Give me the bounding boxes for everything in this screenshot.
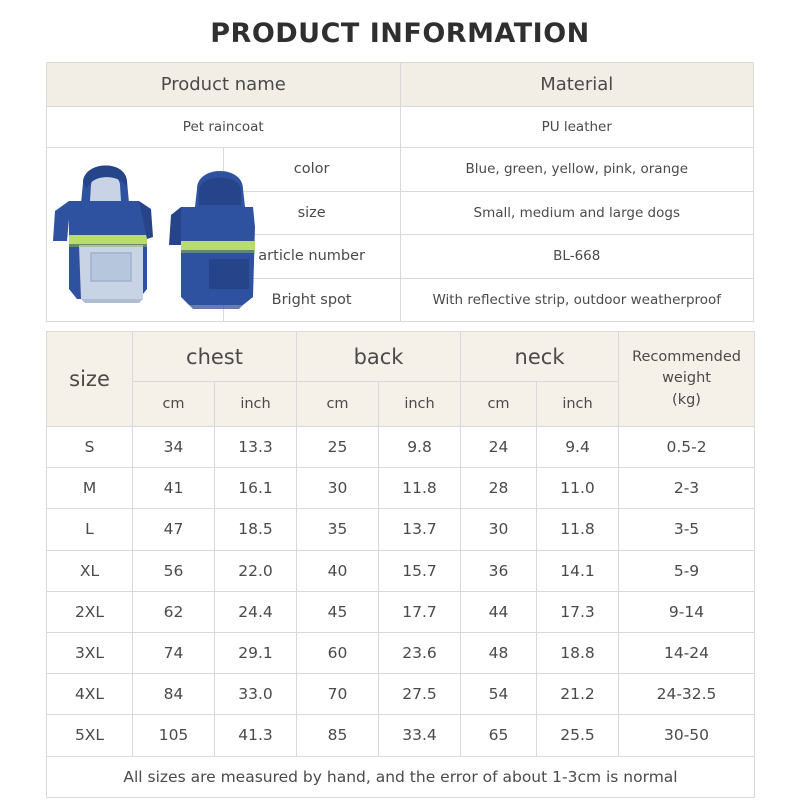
- row-size: 5XL: [47, 715, 133, 756]
- cell-back-inch: 11.8: [379, 468, 461, 509]
- table-row: [47, 674, 755, 715]
- row-size: XL: [47, 550, 133, 591]
- cell-back-cm: 35: [297, 509, 379, 550]
- unit-header-chest-inch: inch: [215, 382, 297, 427]
- group-header-chest: chest: [133, 332, 297, 382]
- table-row: [47, 107, 754, 148]
- cell-neck-cm: 54: [461, 674, 537, 715]
- cell-neck-inch: 21.2: [537, 674, 619, 715]
- cell-neck-inch: 9.4: [537, 427, 619, 468]
- row-size: S: [47, 427, 133, 468]
- cell-chest-cm: 34: [133, 427, 215, 468]
- cell-back-cm: 30: [297, 468, 379, 509]
- cell-neck-cm: 36: [461, 550, 537, 591]
- attribute-label-bright-spot: Bright spot: [223, 278, 400, 322]
- row-size: 3XL: [47, 632, 133, 673]
- cell-back-cm: 85: [297, 715, 379, 756]
- table-row: [47, 148, 754, 192]
- attribute-value-article-number: BL-668: [400, 235, 754, 279]
- cell-chest-inch: 33.0: [215, 674, 297, 715]
- unit-header-back-inch: inch: [379, 382, 461, 427]
- cell-back-inch: 9.8: [379, 427, 461, 468]
- cell-chest-inch: 13.3: [215, 427, 297, 468]
- size-chart-table: [46, 331, 755, 798]
- cell-chest-cm: 62: [133, 591, 215, 632]
- table-row: [47, 468, 755, 509]
- cell-back-cm: 70: [297, 674, 379, 715]
- cell-neck-cm: 28: [461, 468, 537, 509]
- cell-weight: 2-3: [619, 468, 755, 509]
- group-header-recommended-weight: [619, 332, 755, 427]
- cell-weight: 0.5-2: [619, 427, 755, 468]
- product-info-table: [46, 62, 754, 322]
- cell-chest-inch: 41.3: [215, 715, 297, 756]
- row-size: 2XL: [47, 591, 133, 632]
- cell-back-inch: 33.4: [379, 715, 461, 756]
- table-row: [47, 509, 755, 550]
- cell-neck-inch: 11.8: [537, 509, 619, 550]
- material-value: PU leather: [400, 107, 754, 148]
- table-row: [47, 63, 754, 107]
- table-row: [47, 632, 755, 673]
- cell-back-cm: 25: [297, 427, 379, 468]
- attribute-value-size: Small, medium and large dogs: [400, 191, 754, 235]
- attribute-label-size: size: [223, 191, 400, 235]
- cell-chest-cm: 56: [133, 550, 215, 591]
- cell-chest-cm: 41: [133, 468, 215, 509]
- cell-back-inch: 17.7: [379, 591, 461, 632]
- table-row: [47, 756, 755, 797]
- attribute-value-color: Blue, green, yellow, pink, orange: [400, 148, 754, 192]
- cell-neck-cm: 30: [461, 509, 537, 550]
- recommended-weight-line1: Recommended: [632, 349, 741, 366]
- cell-back-inch: 23.6: [379, 632, 461, 673]
- unit-header-neck-inch: inch: [537, 382, 619, 427]
- pet-raincoat-illustration: [47, 149, 257, 321]
- cell-neck-inch: 14.1: [537, 550, 619, 591]
- cell-back-inch: 15.7: [379, 550, 461, 591]
- cell-weight: 9-14: [619, 591, 755, 632]
- attribute-label-color: color: [223, 148, 400, 192]
- cell-back-cm: 40: [297, 550, 379, 591]
- cell-neck-inch: 11.0: [537, 468, 619, 509]
- recommended-weight-line3: (kg): [672, 391, 701, 408]
- cell-weight: 14-24: [619, 632, 755, 673]
- material-header: Material: [400, 63, 754, 107]
- page-title: PRODUCT INFORMATION: [210, 18, 590, 49]
- cell-weight: 3-5: [619, 509, 755, 550]
- measurement-note: All sizes are measured by hand, and the error of about 1-3cm is normal: [47, 756, 755, 797]
- table-row: [47, 591, 755, 632]
- cell-back-cm: 60: [297, 632, 379, 673]
- cell-chest-cm: 105: [133, 715, 215, 756]
- unit-header-back-cm: cm: [297, 382, 379, 427]
- cell-chest-inch: 16.1: [215, 468, 297, 509]
- attribute-value-bright-spot: With reflective strip, outdoor weatherproof: [400, 278, 754, 322]
- group-header-back: back: [297, 332, 461, 382]
- cell-neck-inch: 25.5: [537, 715, 619, 756]
- row-size: 4XL: [47, 674, 133, 715]
- cell-weight: 5-9: [619, 550, 755, 591]
- unit-header-chest-cm: cm: [133, 382, 215, 427]
- cell-chest-inch: 22.0: [215, 550, 297, 591]
- product-name-value: Pet raincoat: [47, 107, 401, 148]
- cell-chest-cm: 47: [133, 509, 215, 550]
- table-row: [47, 427, 755, 468]
- row-size: L: [47, 509, 133, 550]
- cell-chest-inch: 24.4: [215, 591, 297, 632]
- group-header-neck: neck: [461, 332, 619, 382]
- attribute-label-article-number: article number: [223, 235, 400, 279]
- table-row: [47, 715, 755, 756]
- cell-neck-cm: 48: [461, 632, 537, 673]
- cell-back-inch: 13.7: [379, 509, 461, 550]
- cell-neck-cm: 44: [461, 591, 537, 632]
- cell-chest-cm: 84: [133, 674, 215, 715]
- cell-chest-inch: 18.5: [215, 509, 297, 550]
- cell-weight: 24-32.5: [619, 674, 755, 715]
- cell-back-cm: 45: [297, 591, 379, 632]
- product-name-header: Product name: [47, 63, 401, 107]
- product-image-cell: [47, 148, 224, 322]
- table-row: [47, 550, 755, 591]
- cell-neck-cm: 65: [461, 715, 537, 756]
- recommended-weight-line2: weight: [662, 370, 711, 387]
- size-column-header: size: [47, 332, 133, 427]
- cell-neck-cm: 24: [461, 427, 537, 468]
- cell-neck-inch: 17.3: [537, 591, 619, 632]
- unit-header-neck-cm: cm: [461, 382, 537, 427]
- cell-neck-inch: 18.8: [537, 632, 619, 673]
- cell-back-inch: 27.5: [379, 674, 461, 715]
- row-size: M: [47, 468, 133, 509]
- cell-chest-inch: 29.1: [215, 632, 297, 673]
- cell-weight: 30-50: [619, 715, 755, 756]
- table-row: [47, 332, 755, 382]
- cell-chest-cm: 74: [133, 632, 215, 673]
